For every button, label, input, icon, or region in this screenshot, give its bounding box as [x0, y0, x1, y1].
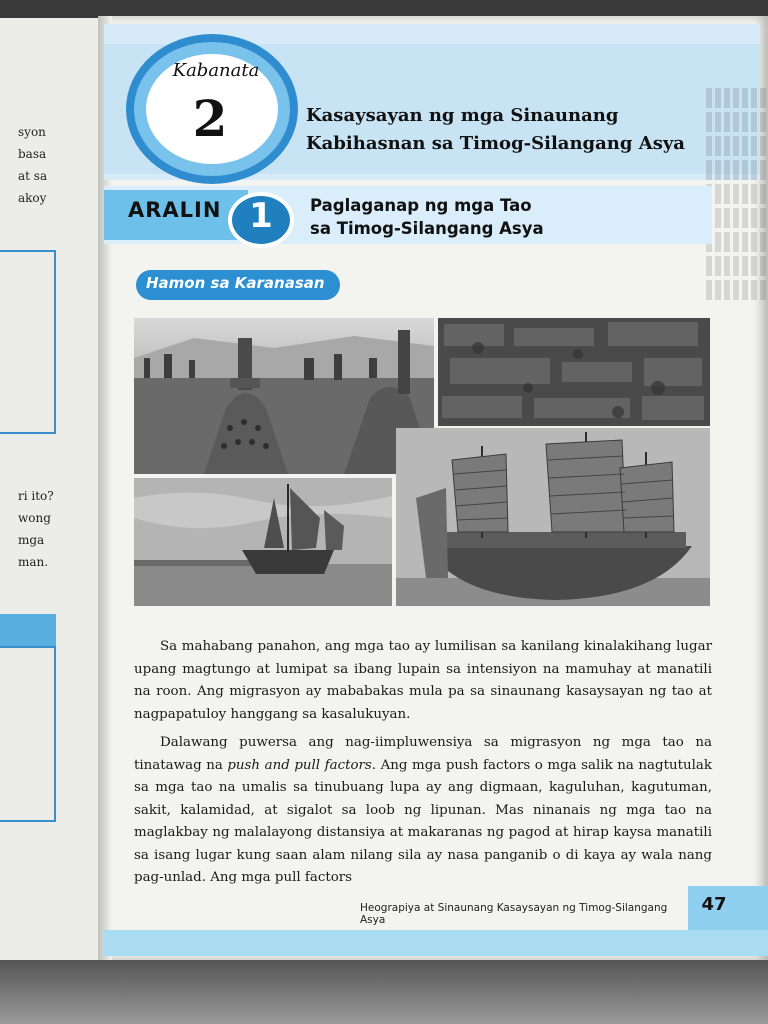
left-page-fragment: mga [18, 533, 45, 547]
chapter-title-line2: Kabihasnan sa Timog-Silangang Asya [306, 133, 685, 154]
sailboat-photo [134, 478, 392, 606]
stone-icon [438, 318, 710, 426]
chapter-label: Kabanata [172, 60, 260, 81]
lesson-title-line2: sa Timog-Silangang Asya [310, 219, 544, 238]
chapter-title-line1: Kasaysayan ng mga Sinaunang [306, 105, 619, 126]
chapter-title [306, 102, 726, 158]
paragraph-1: Sa mahabang panahon, ang mga tao ay lumilisan sa kanilang kinalakihang lugar upang magtungo at lumipat sa ibang lupain sa intensiyon na mamuhay at manatili na roon. Ang migrasyon ay mababakas mula pa sa sinaunang kasaysayan ng tao at nagpapatuloy hanggang sa kasalukuyan. [134, 639, 712, 722]
left-page-fragment: akoy [18, 191, 47, 205]
lesson-label: ARALIN [128, 198, 222, 222]
ship-icon [396, 428, 710, 606]
left-page-fragment: at sa [18, 169, 48, 183]
left-page-fragment: basa [18, 147, 47, 161]
textured-stone-photo [438, 318, 710, 426]
footer-band [104, 930, 768, 956]
left-page-fragment: syon [18, 125, 46, 139]
left-page-fragment: man. [18, 555, 49, 569]
body-text [134, 636, 712, 896]
running-footer: Heograpiya at Sinaunang Kasaysayan ng Timog-Silangang Asya [360, 902, 668, 926]
left-page-box-header [0, 614, 56, 648]
page-number: 47 [701, 894, 727, 915]
left-page-box [0, 646, 56, 822]
stupa-icon [134, 318, 434, 474]
bottom-shadow [0, 960, 768, 1024]
left-page-box [0, 250, 56, 434]
left-page-fragment: ri ito? [18, 489, 54, 503]
section-badge-label: Hamon sa Karanasan [146, 274, 325, 292]
junk-ship-illustration [396, 428, 710, 606]
sailboat-icon [134, 478, 392, 606]
chapter-number: 2 [192, 89, 228, 148]
left-page-fragment: wong [18, 511, 51, 525]
lesson-title-line1: Paglaganap ng mga Tao [310, 196, 532, 215]
show-through-text [706, 88, 768, 628]
left-facing-page [0, 18, 100, 963]
lesson-title [310, 194, 610, 240]
emphasis-push-pull: push and pull factors [227, 757, 372, 773]
paragraph-2: Dalawang puwersa ang nag-iimpluwensiya sa migrasyon ng mga tao na tinatawag na push and pull factors. Ang mga push factors o mga salik na nagtutulak sa mga tao na umalis sa tinubuang lupa ay ang digmaan, kaguluhan, kagutuman, sakit, kalamidad, at sigalot sa loob ng lipunan. Mas ninanais ng mga tao na maglakbay ng malalayong distansiya at makaranas ng pagod at hirap kaysa manatili sa isang lugar kung saan alam nilang sila ay nasa panganib o di kaya ay wala nang pag-unlad. Ang mga pull factors [134, 735, 712, 885]
stupa-temple-photo [134, 318, 434, 474]
lesson-number: 1 [249, 196, 273, 236]
